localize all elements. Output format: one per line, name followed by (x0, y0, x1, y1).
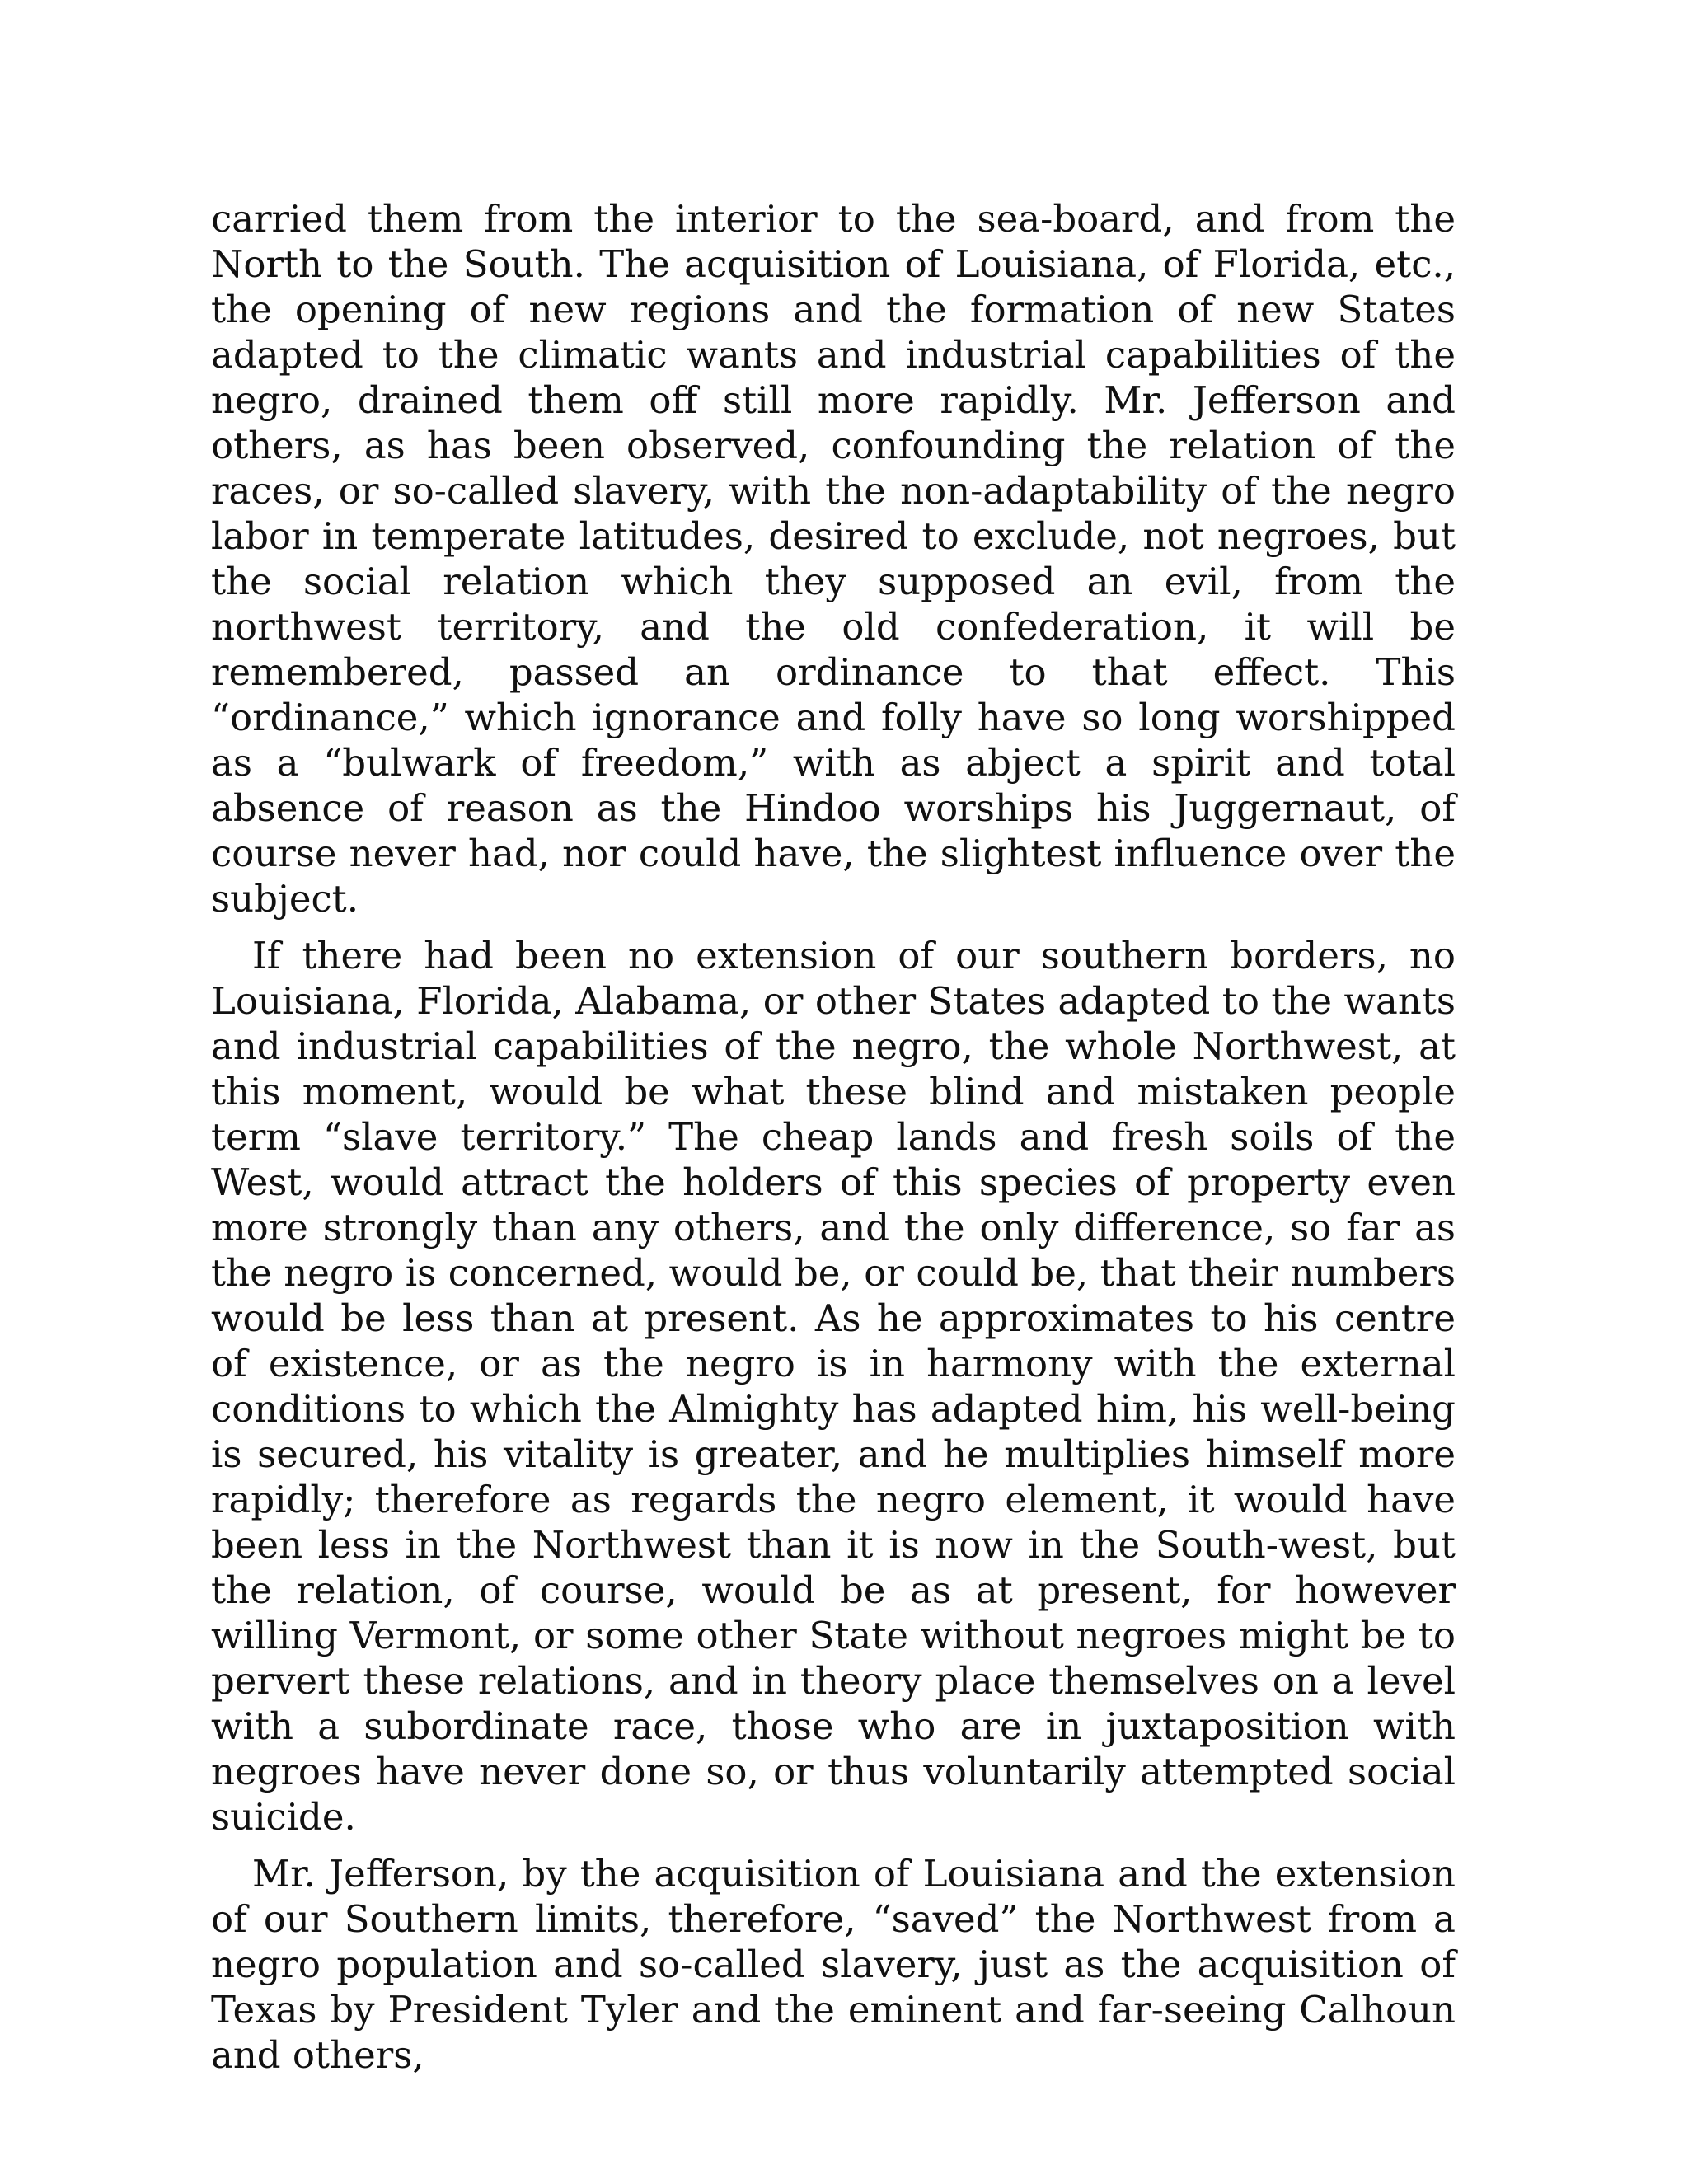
paragraph-southern-borders: If there had been no extension of our southern borders, no Louisiana, Florida, Alabama, or other States adapted to the wants and industrial capabilities of the negro, the whole Northwest, at this moment, would be what these blind and mistaken people term “slave territory.” The cheap lands and fresh soils of the West, would attract the holders of this species of property even more strongly than any others, and the only difference, so far as the negro is concerned, would be, or could be, that their numbers would be less than at present. As he approximates to his centre of existence, or as the negro is in harmony with the external conditions to which the Almighty has adapted him, his well-being is secured, his vitality is greater, and he multiplies himself more rapidly; therefore as regards the negro element, it would have been less in the Northwest than it is now in the South-west, but the relation, of course, would be as at present, for however willing Vermont, or some other State without negroes might be to pervert these relations, and in theory place themselves on a level with a subordinate race, those who are in juxtaposition with negroes have never done so, or thus voluntarily attempted social suicide. (211, 934, 1456, 1839)
page-text (211, 196, 1456, 2089)
paragraph-jefferson-louisiana: Mr. Jefferson, by the acquisition of Louisiana and the extension of our Southern limits, therefore, “saved” the Northwest from a negro population and so-called slavery, just as the acquisition of Texas by President Tyler and the eminent and far-seeing Calhoun and others, (211, 1852, 1456, 2077)
paragraph-continued: carried them from the interior to the sea-board, and from the North to the South. The acquisition of Louisiana, of Florida, etc., the opening of new regions and the formation of new States adapted to the climatic wants and industrial capabilities of the negro, drained them off still more rapidly. Mr. Jefferson and others, as has been observed, confounding the relation of the races, or so-called slavery, with the non-adaptability of the negro labor in temperate latitudes, desired to exclude, not negroes, but the social relation which they supposed an evil, from the northwest territory, and the old confederation, it will be remembered, passed an ordinance to that effect. This “ordinance,” which ignorance and folly have so long worshipped as a “bulwark of freedom,” with as abject a spirit and total absence of reason as the Hindoo worships his Juggernaut, of course never had, nor could have, the slightest influence over the subject. (211, 197, 1456, 921)
